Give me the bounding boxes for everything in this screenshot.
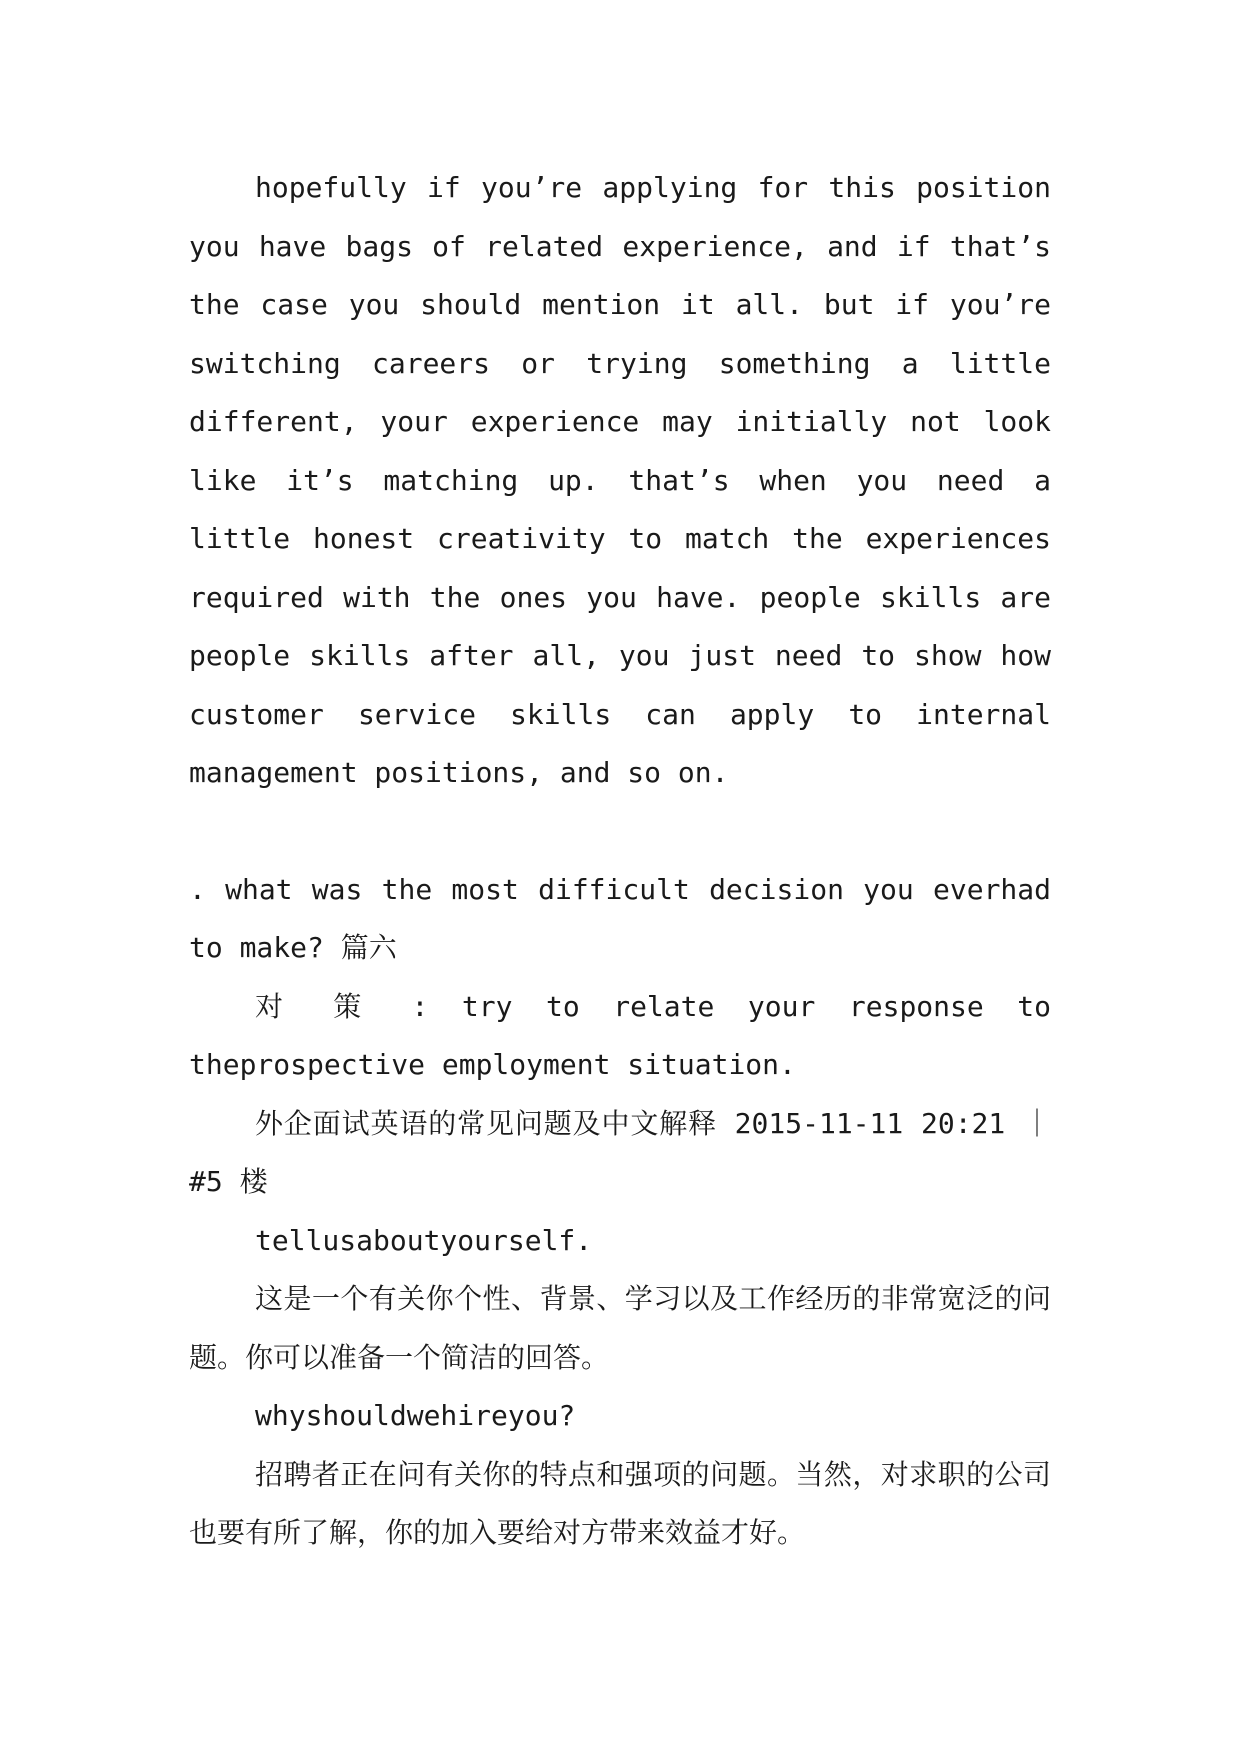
paragraph-why-hire-explanation: 招聘者正在问有关你的特点和强项的问题。当然，对求职的公司也要有所了解，你的加入要给对方带来效益才好。 bbox=[189, 1457, 1051, 1549]
paragraph-tell-us-explanation: 这是一个有关你个性、背景、学习以及工作经历的非常宽泛的问题。你可以准备一个简洁的回答。 bbox=[189, 1282, 1051, 1374]
paragraph-experience: hopefully if you’re applying for this position you have bags of related experience, and if that’s the case you should mention it all. but if you’re switching careers or trying something a little different, your experience may initially not look like it’s matching up. that’s when you need a little honest creativity to match the experiences required with the ones you have. people skills are people skills after all, you just need to show how customer service skills can apply to internal management positions, and so on. bbox=[189, 171, 1051, 789]
paragraph-difficult-decision-question: . what was the most difficult decision you everhad to make? 篇六 bbox=[189, 872, 1051, 964]
paragraph-strategy: 对 策 : try to relate your response to theprospective employment situation. bbox=[189, 989, 1051, 1081]
paragraph-why-hire-you: whyshouldwehireyou? bbox=[255, 1399, 576, 1432]
paragraph-tell-us-about-yourself: tellusaboutyourself. bbox=[255, 1223, 593, 1257]
document-body bbox=[189, 159, 1051, 1563]
paragraph-post-header: 外企面试英语的常见问题及中文解释 2015-11-11 20:21 ｜ #5 楼 bbox=[189, 1106, 1051, 1198]
